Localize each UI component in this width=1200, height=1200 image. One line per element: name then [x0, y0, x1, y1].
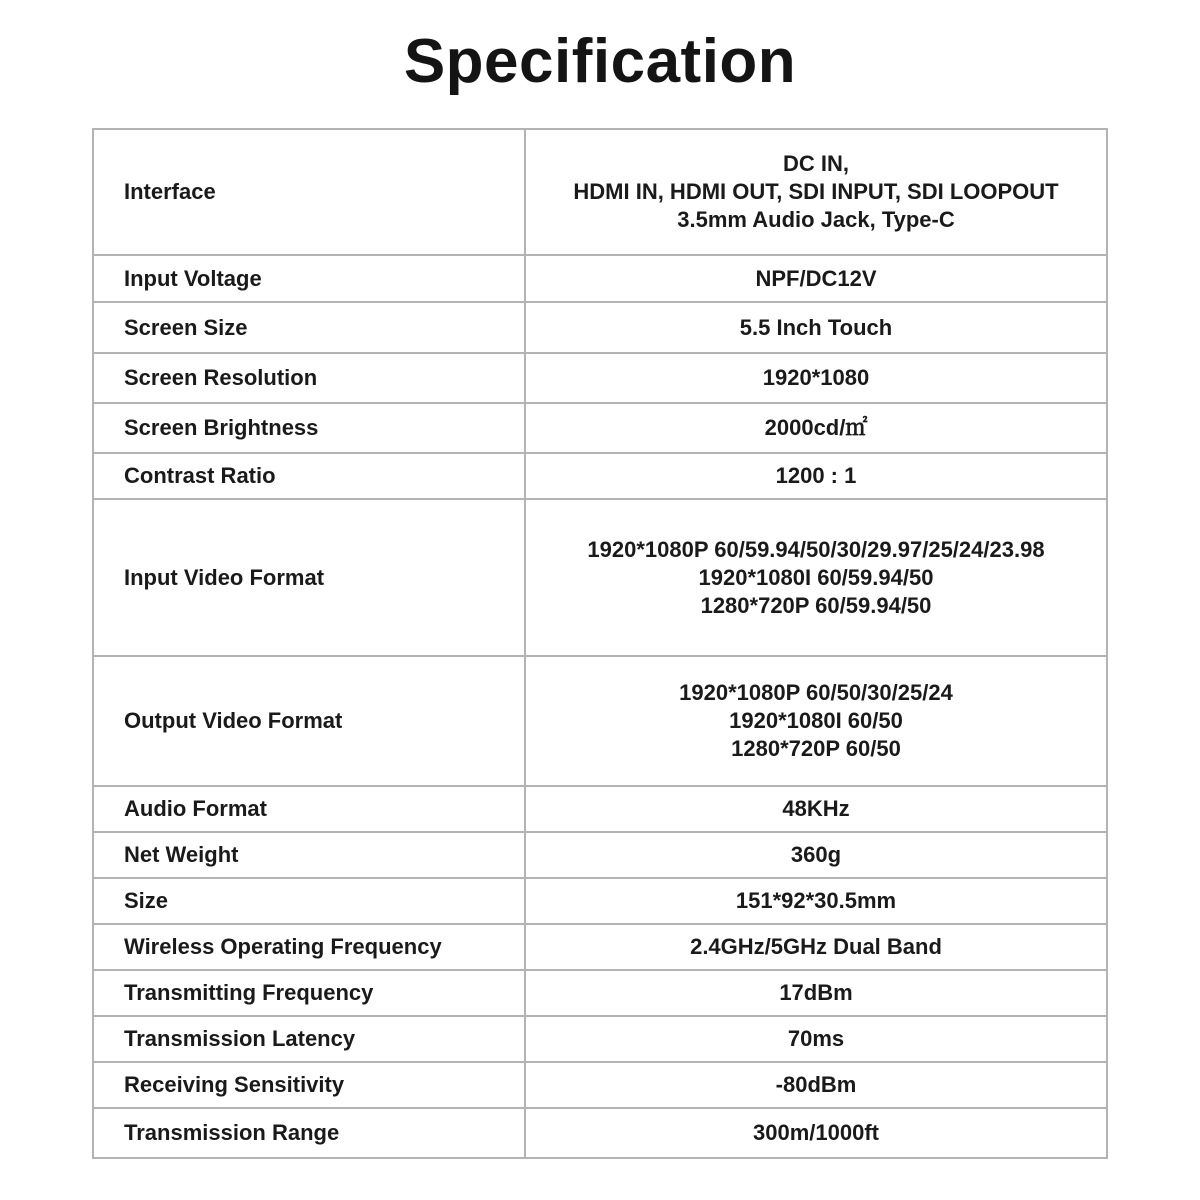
spec-value-line: 70ms	[787, 1026, 845, 1051]
spec-value	[525, 924, 1107, 970]
spec-row	[93, 656, 1107, 786]
page-title: Specification	[403, 27, 797, 96]
spec-row	[93, 403, 1107, 453]
spec-value	[525, 129, 1107, 255]
spec-row	[93, 786, 1107, 832]
spec-value	[525, 786, 1107, 832]
spec-label: Transmission Latency	[93, 1016, 525, 1062]
spec-label: Size	[93, 878, 525, 924]
spec-value-line: 360g	[790, 842, 842, 867]
spec-value	[525, 970, 1107, 1016]
spec-value-line: 1920*1080I 60/59.94/50	[698, 564, 934, 590]
spec-value	[525, 353, 1107, 403]
spec-row	[93, 1016, 1107, 1062]
spec-label: Wireless Operating Frequency	[93, 924, 525, 970]
spec-value-line: 1280*720P 60/50	[731, 736, 901, 761]
spec-label: Audio Format	[93, 786, 525, 832]
spec-row	[93, 499, 1107, 656]
spec-value	[525, 499, 1107, 656]
spec-value	[525, 832, 1107, 878]
spec-value	[525, 302, 1107, 353]
spec-label: Output Video Format	[93, 656, 525, 786]
spec-label: Screen Size	[93, 302, 525, 353]
spec-label: Transmission Range	[93, 1108, 525, 1158]
spec-value-line: 2000cd/㎡	[764, 415, 868, 440]
spec-value-line: 48KHz	[782, 796, 850, 821]
spec-label: Screen Brightness	[93, 403, 525, 453]
spec-value-line: 1920*1080P 60/59.94/50/30/29.97/25/24/23.98	[587, 536, 1045, 562]
spec-table	[92, 128, 1108, 1159]
spec-row	[93, 302, 1107, 353]
spec-value-line: NPF/DC12V	[755, 265, 877, 291]
spec-label: Transmitting Frequency	[93, 970, 525, 1016]
spec-value	[525, 1062, 1107, 1108]
spec-value	[525, 403, 1107, 453]
spec-row	[93, 353, 1107, 403]
spec-value-line: 17dBm	[779, 980, 853, 1005]
spec-row	[93, 1108, 1107, 1158]
spec-value-line: 151*92*30.5mm	[735, 888, 897, 913]
spec-label: Input Voltage	[93, 255, 525, 302]
spec-value	[525, 878, 1107, 924]
spec-value-line: 3.5mm Audio Jack, Type-C	[677, 207, 955, 232]
spec-label: Contrast Ratio	[93, 453, 525, 499]
spec-row	[93, 1062, 1107, 1108]
spec-value-line: 1280*720P 60/59.94/50	[700, 592, 932, 618]
spec-value-line: HDMI IN, HDMI OUT, SDI INPUT, SDI LOOPOUT	[573, 179, 1059, 204]
spec-value-line: 1920*1080	[762, 365, 870, 390]
spec-table-body	[93, 129, 1107, 1158]
spec-value-line: 1920*1080P 60/50/30/25/24	[679, 680, 953, 705]
spec-label: Net Weight	[93, 832, 525, 878]
spec-value-line: 300m/1000ft	[753, 1120, 879, 1145]
spec-value	[525, 453, 1107, 499]
spec-value-line: DC IN,	[783, 151, 849, 176]
spec-value	[525, 255, 1107, 302]
spec-value-line: 5.5 Inch Touch	[739, 314, 893, 340]
spec-row	[93, 878, 1107, 924]
spec-label: Interface	[93, 129, 525, 255]
spec-row	[93, 255, 1107, 302]
spec-row	[93, 129, 1107, 255]
spec-label: Input Video Format	[93, 499, 525, 656]
spec-row	[93, 453, 1107, 499]
spec-row	[93, 924, 1107, 970]
spec-value-line: 1200 : 1	[775, 463, 857, 488]
spec-value-line: 1920*1080I 60/50	[729, 708, 903, 733]
spec-value-line: 2.4GHz/5GHz Dual Band	[690, 934, 942, 959]
spec-value	[525, 1108, 1107, 1158]
spec-label: Receiving Sensitivity	[93, 1062, 525, 1108]
spec-value	[525, 656, 1107, 786]
spec-value	[525, 1016, 1107, 1062]
spec-label: Screen Resolution	[93, 353, 525, 403]
spec-value-line: -80dBm	[775, 1072, 857, 1097]
spec-row	[93, 970, 1107, 1016]
spec-row	[93, 832, 1107, 878]
